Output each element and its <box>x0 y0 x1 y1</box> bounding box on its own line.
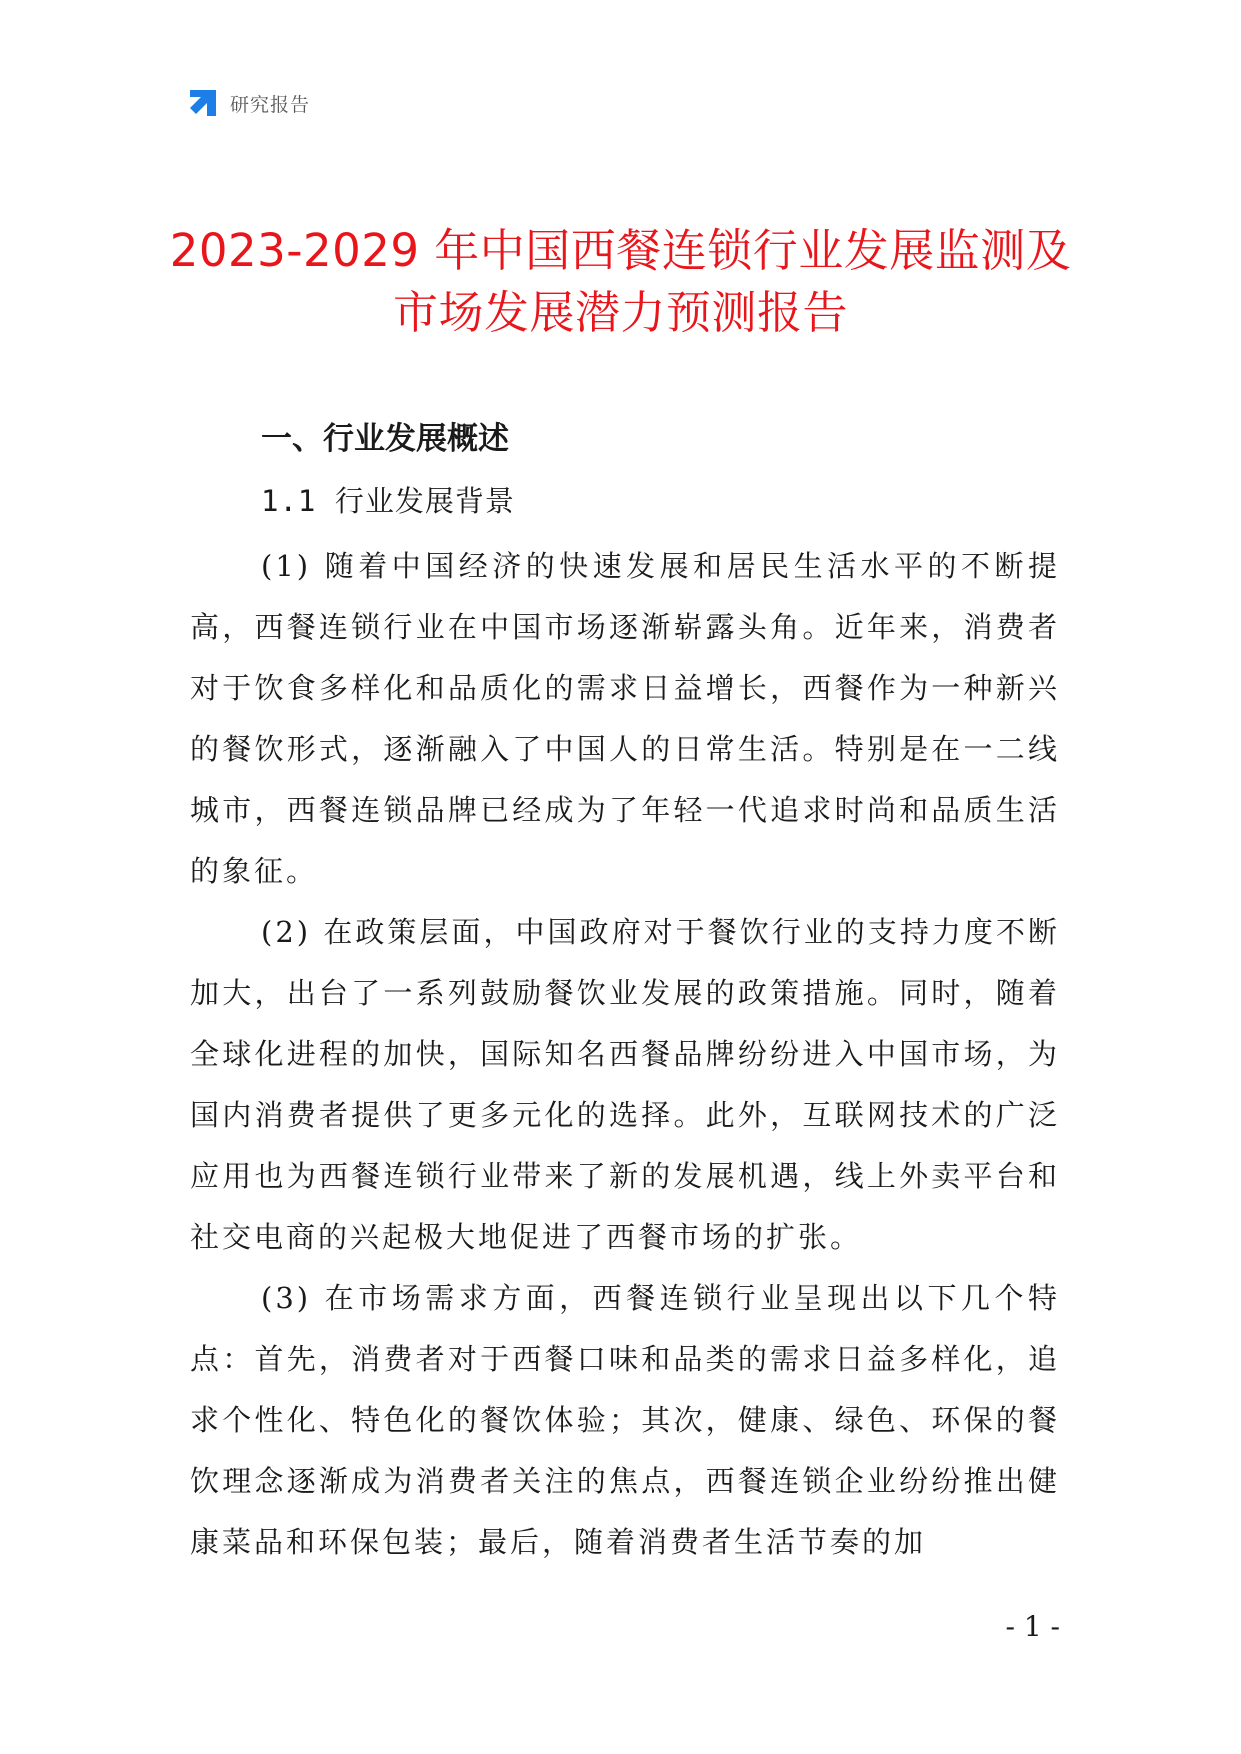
paragraph-1: (1) 随着中国经济的快速发展和居民生活水平的不断提高，西餐连锁行业在中国市场逐渐崭露头角。近年来，消费者对于饮食多样化和品质化的需求日益增长，西餐作为一种新兴的餐饮形式，逐渐融入了中国人的日常生活。特别是在一二线城市，西餐连锁品牌已经成为了年轻一代追求时尚和品质生活的象征。 <box>190 549 1060 888</box>
title-line-1: 2023-2029 年中国西餐连锁行业发展监测及 <box>169 224 1072 277</box>
subsection-heading: 1.1 行业发展背景 <box>261 484 515 518</box>
title-line-2: 市场发展潜力预测报告 <box>392 286 848 339</box>
page-number: - 1 - <box>1005 1610 1060 1643</box>
section-heading: 一、行业发展概述 <box>261 421 509 457</box>
paragraph-2: (2) 在政策层面，中国政府对于餐饮行业的支持力度不断加大，出台了一系列鼓励餐饮业发展的政策措施。同时，随着全球化进程的加快，国际知名西餐品牌纷纷进入中国市场，为国内消费者提供了更多元化的选择。此外，互联网技术的广泛应用也为西餐连锁行业带来了新的发展机遇，线上外卖平台和社交电商的兴起极大地促进了西餐市场的扩张。 <box>190 915 1060 1254</box>
header-label: 研究报告 <box>230 93 311 116</box>
paragraph-3: (3) 在市场需求方面，西餐连锁行业呈现出以下几个特点：首先，消费者对于西餐口味和品类的需求日益多样化，追求个性化、特色化的餐饮体验；其次，健康、绿色、环保的餐饮理念逐渐成为消费者关注的焦点，西餐连锁企业纷纷推出健康菜品和环保包装；最后，随着消费者生活节奏的加 <box>190 1281 1060 1559</box>
arrow-logo-icon <box>186 86 220 120</box>
report-header <box>186 86 310 120</box>
document-body <box>190 416 1060 1573</box>
document-title <box>100 220 1141 344</box>
